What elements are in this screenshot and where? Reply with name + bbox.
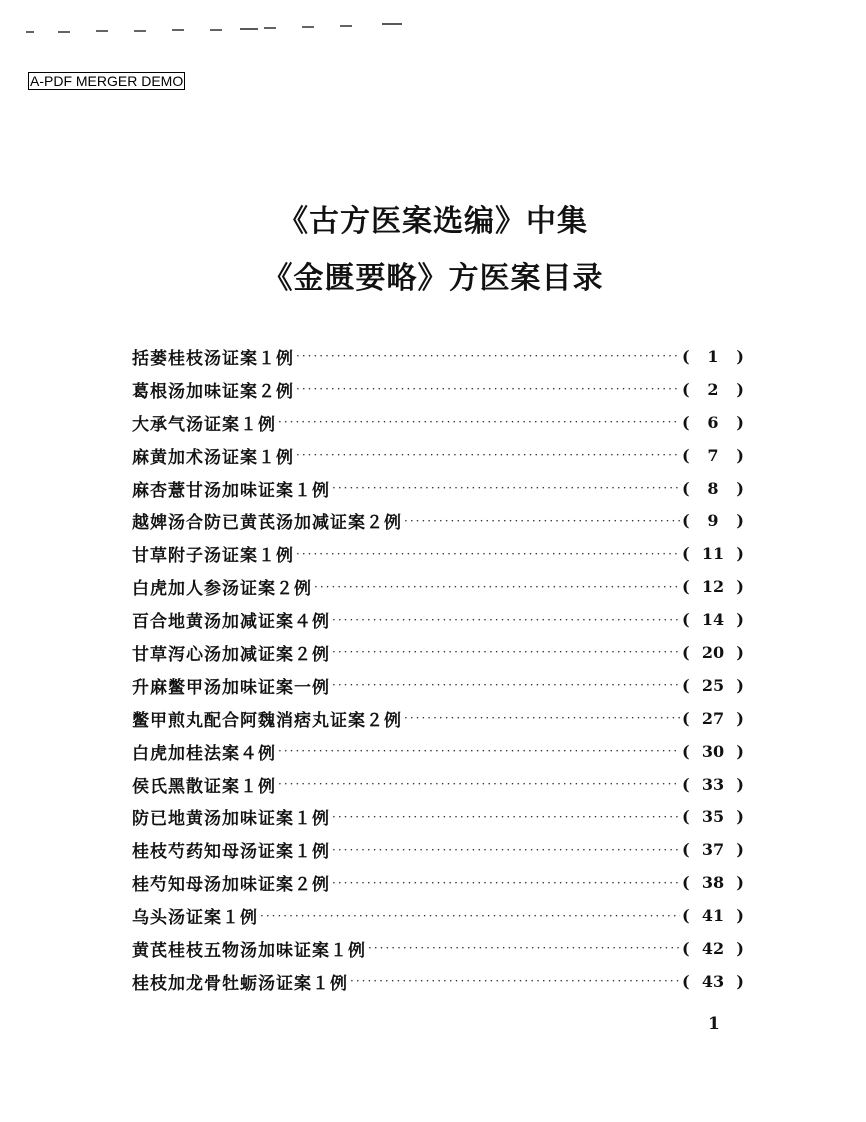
toc-entry[interactable] [132,439,744,472]
dot-leader [296,448,680,462]
toc-entry[interactable] [132,899,744,932]
toc-entry-title: 桂芍知母汤加味证案２例 [132,875,330,896]
document-subtitle: 《金匮要略》方医案目录 [262,261,604,296]
toc-entry-title: 白虎加桂法案４例 [132,743,276,764]
toc-entry-page: ( 20 ) [682,642,744,662]
toc-entry-title: 越婢汤合防已黄芪汤加减证案２例 [132,513,402,534]
table-of-contents [132,340,744,998]
toc-entry[interactable] [132,570,744,603]
toc-entry[interactable] [132,340,744,373]
dot-leader [350,974,680,988]
toc-entry-page: ( 8 ) [682,478,744,498]
toc-entry[interactable] [132,603,744,636]
toc-entry-title: 百合地黄汤加减证案４例 [132,612,330,633]
toc-entry[interactable] [132,768,744,801]
dot-leader [296,349,680,363]
toc-entry-title: 升麻鳖甲汤加味证案一例 [132,677,330,698]
toc-entry-title: 麻黄加术汤证案１例 [132,447,294,468]
toc-entry-page: ( 35 ) [682,807,744,827]
toc-entry[interactable] [132,537,744,570]
toc-entry[interactable] [132,800,744,833]
toc-entry-page: ( 42 ) [682,938,744,958]
toc-entry[interactable] [132,406,744,439]
toc-entry-page: ( 6 ) [682,412,744,432]
toc-entry-page: ( 27 ) [682,708,744,728]
toc-entry-page: ( 43 ) [682,971,744,991]
dot-leader [314,580,680,594]
toc-entry-title: 鳖甲煎丸配合阿魏消痞丸证案２例 [132,710,402,731]
toc-entry-title: 白虎加人参汤证案２例 [132,579,312,600]
toc-entry[interactable] [132,702,744,735]
toc-entry-title: 甘草泻心汤加减证案２例 [132,644,330,665]
toc-entry[interactable] [132,965,744,998]
toc-entry[interactable] [132,669,744,702]
dot-leader [296,547,680,561]
dot-leader [332,645,680,659]
toc-entry-title: 桂枝芍药知母汤证案１例 [132,842,330,863]
toc-entry-page: ( 1 ) [682,346,744,366]
dot-leader [278,744,680,758]
toc-entry[interactable] [132,636,744,669]
toc-entry-page: ( 25 ) [682,675,744,695]
toc-entry-title: 括蒌桂枝汤证案１例 [132,348,294,369]
toc-entry-title: 乌头汤证案１例 [132,908,258,929]
toc-entry-title: 防已地黄汤加味证案１例 [132,809,330,830]
document-title: 《古方医案选编》中集 [278,204,588,239]
toc-entry-page: ( 38 ) [682,873,744,893]
toc-entry-title: 侯氏黑散证案１例 [132,776,276,797]
dot-leader [404,711,680,725]
toc-entry[interactable] [132,504,744,537]
dot-leader [278,777,680,791]
dot-leader [260,909,680,923]
toc-entry-page: ( 37 ) [682,840,744,860]
toc-entry-page: ( 12 ) [682,577,744,597]
toc-entry-title: 黄芪桂枝五物汤加味证案１例 [132,940,366,961]
toc-entry-page: ( 33 ) [682,774,744,794]
dot-leader [332,613,680,627]
dot-leader [278,415,680,429]
toc-entry-page: ( 2 ) [682,379,744,399]
dot-leader [296,382,680,396]
toc-entry[interactable] [132,472,744,505]
toc-entry-title: 桂枝加龙骨牡蛎汤证案１例 [132,973,348,994]
dot-leader [332,810,680,824]
toc-entry[interactable] [132,833,744,866]
dot-leader [332,481,680,495]
dot-leader [332,843,680,857]
toc-entry-title: 麻杏薏甘汤加味证案１例 [132,480,330,501]
toc-entry-page: ( 41 ) [682,906,744,926]
toc-entry-page: ( 7 ) [682,445,744,465]
toc-entry-title: 大承气汤证案１例 [132,414,276,435]
toc-entry[interactable] [132,932,744,965]
page-number: 1 [708,1014,720,1034]
dot-leader [332,678,680,692]
dot-leader [332,876,680,890]
toc-entry-page: ( 11 ) [682,544,744,564]
toc-entry[interactable] [132,866,744,899]
toc-entry[interactable] [132,735,744,768]
toc-entry-title: 葛根汤加味证案２例 [132,381,294,402]
toc-entry-title: 甘草附子汤证案１例 [132,546,294,567]
toc-entry-page: ( 14 ) [682,610,744,630]
dot-leader [368,941,680,955]
dot-leader [404,514,680,528]
toc-entry-page: ( 9 ) [682,511,744,531]
demo-watermark: A-PDF MERGER DEMO [30,73,184,89]
scan-dash-marks [26,22,406,34]
toc-entry-page: ( 30 ) [682,741,744,761]
toc-entry[interactable] [132,373,744,406]
